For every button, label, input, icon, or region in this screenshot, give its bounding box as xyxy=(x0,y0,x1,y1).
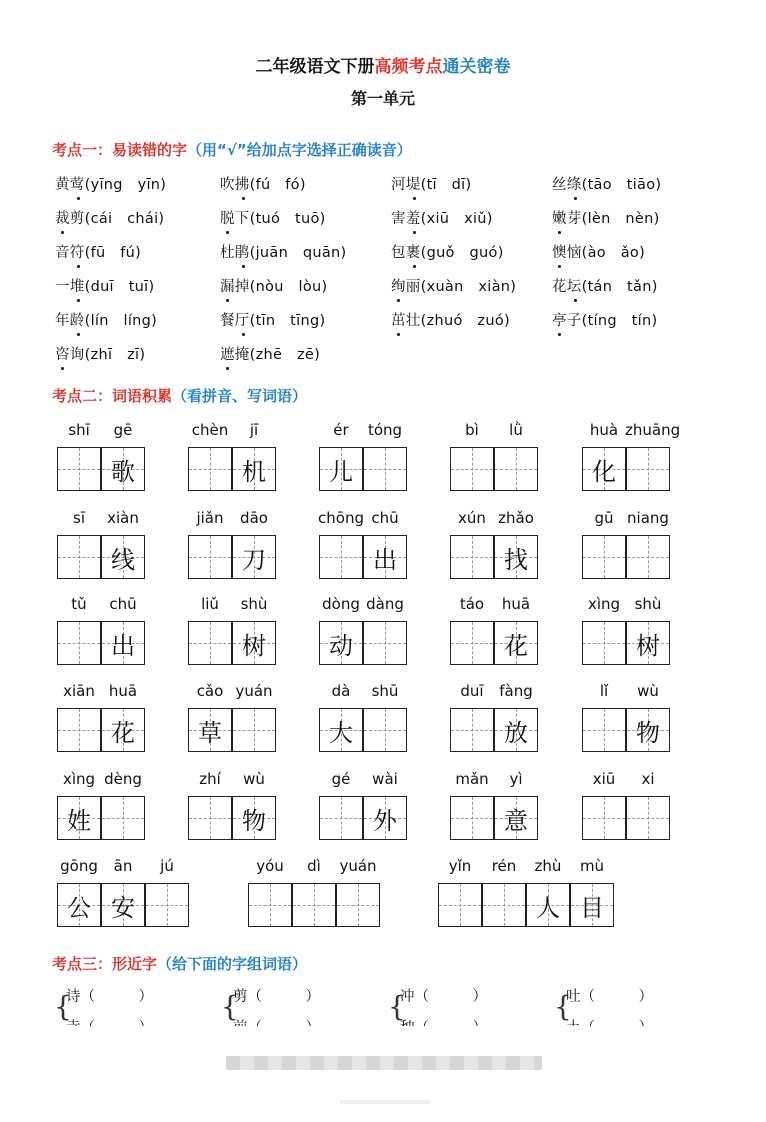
pinyin-options[interactable]: (cái chái) xyxy=(84,211,165,227)
tianzige-box[interactable] xyxy=(363,535,407,579)
emphasis-dot xyxy=(397,299,400,302)
tianzige-box[interactable] xyxy=(57,883,101,927)
pinyin-label: duī xyxy=(460,682,484,700)
given-character xyxy=(337,884,379,926)
word-characters: 河堤 xyxy=(391,177,421,193)
tianzige-box[interactable] xyxy=(57,796,101,840)
emphasis-dot xyxy=(226,299,229,302)
given-character: 动 xyxy=(329,631,353,660)
blurred-footer-text xyxy=(226,1056,542,1070)
emphasis-dot xyxy=(77,197,80,200)
brace-icon: { xyxy=(554,990,572,1023)
pinyin-label: wù xyxy=(637,682,659,700)
given-character: 目 xyxy=(580,893,604,922)
given-character xyxy=(102,797,144,839)
given-character: 大 xyxy=(329,718,353,747)
similar-char-item[interactable]: 剪（ ） xyxy=(233,989,320,1005)
pinyin-label: huà xyxy=(589,421,619,439)
tianzige-box[interactable] xyxy=(582,621,626,665)
tianzige-box[interactable] xyxy=(319,621,363,665)
pinyin-options[interactable]: (ào ǎo) xyxy=(581,245,646,261)
tianzige-box[interactable] xyxy=(319,708,363,752)
given-character: 安 xyxy=(111,893,135,922)
pinyin-label: huā xyxy=(501,595,531,613)
pinyin-options[interactable]: (zhē zē) xyxy=(249,347,321,363)
tianzige-box[interactable] xyxy=(57,447,101,491)
tianzige-box[interactable] xyxy=(626,447,670,491)
tianzige-box[interactable] xyxy=(336,883,380,927)
emphasis-dot xyxy=(77,333,80,336)
given-character xyxy=(58,448,100,490)
tianzige-box[interactable] xyxy=(363,621,407,665)
pinyin-options[interactable]: (tán tǎn) xyxy=(581,279,658,295)
page-title: 二年级语文下册高频考点通关密卷 xyxy=(255,57,511,77)
given-character: 姓 xyxy=(67,806,91,835)
pinyin-label: shù xyxy=(634,595,662,613)
pronunciation-item xyxy=(220,241,347,262)
pinyin-label: gé xyxy=(331,770,351,788)
emphasis-dot xyxy=(574,197,577,200)
similar-char-item[interactable]: 冲（ ） xyxy=(400,989,487,1005)
emphasis-dot xyxy=(413,231,416,234)
word-characters: 裁剪 xyxy=(55,211,85,227)
pinyin-label: zhù xyxy=(534,857,562,875)
pronunciation-item xyxy=(55,241,141,262)
emphasis-dot xyxy=(61,231,64,234)
pinyin-label: jiǎn xyxy=(196,509,224,527)
pronunciation-item xyxy=(55,343,145,364)
emphasis-dot xyxy=(558,333,561,336)
given-character xyxy=(583,709,625,751)
given-character xyxy=(483,884,525,926)
tianzige-box[interactable] xyxy=(450,708,494,752)
pinyin-label: xún xyxy=(458,509,486,527)
pronunciation-item xyxy=(552,309,657,330)
given-character xyxy=(189,797,231,839)
emphasis-dot xyxy=(61,367,64,370)
word-characters: 杜鹃 xyxy=(220,245,250,261)
given-character xyxy=(58,622,100,664)
given-character xyxy=(451,709,493,751)
given-character: 树 xyxy=(636,631,660,660)
tianzige-box[interactable] xyxy=(582,535,626,579)
given-character: 人 xyxy=(536,893,560,922)
given-character: 物 xyxy=(636,718,660,747)
given-character xyxy=(233,709,275,751)
emphasis-dot xyxy=(558,265,561,268)
pronunciation-item xyxy=(55,173,166,194)
pinyin-label: dèng xyxy=(104,770,142,788)
pinyin-label: chèn xyxy=(191,421,229,439)
pinyin-label: wù xyxy=(243,770,265,788)
tianzige-box[interactable] xyxy=(188,535,232,579)
word-characters: 茁壮 xyxy=(391,313,421,329)
pinyin-options[interactable]: (duī tuī) xyxy=(84,279,155,295)
pinyin-label: rén xyxy=(491,857,517,875)
pinyin-label: shū xyxy=(371,682,399,700)
word-characters: 包裹 xyxy=(391,245,421,261)
given-character: 外 xyxy=(373,806,397,835)
word-characters: 黄莺 xyxy=(55,177,85,193)
pinyin-options[interactable]: (tī dī) xyxy=(420,177,472,193)
tianzige-box[interactable] xyxy=(101,708,145,752)
tianzige-box[interactable] xyxy=(188,447,232,491)
given-character xyxy=(364,448,406,490)
emphasis-dot xyxy=(242,333,245,336)
given-character xyxy=(451,448,493,490)
given-character: 出 xyxy=(373,545,397,574)
pronunciation-item xyxy=(552,275,658,296)
given-character xyxy=(189,622,231,664)
tianzige-box[interactable] xyxy=(101,447,145,491)
emphasis-dot xyxy=(242,265,245,268)
pinyin-options[interactable]: (tuó tuō) xyxy=(249,211,326,227)
tianzige-box[interactable] xyxy=(248,883,292,927)
pinyin-options[interactable]: (guǒ guó) xyxy=(420,245,504,261)
pinyin-label: xiān xyxy=(63,682,95,700)
tianzige-box[interactable] xyxy=(232,796,276,840)
tianzige-box[interactable] xyxy=(570,883,614,927)
tianzige-box[interactable] xyxy=(482,883,526,927)
tianzige-box[interactable] xyxy=(319,796,363,840)
pinyin-label: xìng xyxy=(62,770,96,788)
pronunciation-item xyxy=(552,207,660,228)
pinyin-label: shù xyxy=(240,595,268,613)
tianzige-box[interactable] xyxy=(450,535,494,579)
given-character: 歌 xyxy=(111,457,135,486)
given-character: 物 xyxy=(242,806,266,835)
pinyin-label: liǔ xyxy=(201,595,219,613)
pinyin-options[interactable]: (yīng yīn) xyxy=(84,177,167,193)
pinyin-label: tǔ xyxy=(71,595,87,613)
pinyin-label: dòng xyxy=(322,595,360,613)
given-character xyxy=(451,797,493,839)
tianzige-box[interactable] xyxy=(526,883,570,927)
tianzige-box[interactable] xyxy=(145,883,189,927)
given-character xyxy=(627,797,669,839)
pinyin-label: fàng xyxy=(499,682,533,700)
tianzige-box[interactable] xyxy=(188,708,232,752)
given-character xyxy=(293,884,335,926)
given-character xyxy=(364,709,406,751)
pinyin-label: yóu xyxy=(256,857,284,875)
tianzige-box[interactable] xyxy=(582,447,626,491)
pinyin-label: chū xyxy=(371,509,399,527)
word-characters: 丝绦 xyxy=(552,177,582,193)
page-footer-area xyxy=(0,1026,766,1122)
pinyin-label: jú xyxy=(160,857,174,875)
pinyin-label: xiàn xyxy=(107,509,139,527)
word-characters: 吹拂 xyxy=(220,177,250,193)
pinyin-options[interactable]: (xiū xiǔ) xyxy=(420,211,493,227)
tianzige-box[interactable] xyxy=(626,708,670,752)
given-character: 放 xyxy=(504,718,528,747)
pinyin-label: ér xyxy=(333,421,349,439)
tianzige-box[interactable] xyxy=(232,621,276,665)
given-character xyxy=(495,448,537,490)
similar-char-item[interactable]: 诗（ ） xyxy=(66,989,153,1005)
pinyin-label: xiū xyxy=(592,770,616,788)
tianzige-box[interactable] xyxy=(101,535,145,579)
pinyin-label: gōng xyxy=(60,857,98,875)
pronunciation-item xyxy=(391,241,504,262)
tianzige-box[interactable] xyxy=(582,708,626,752)
pinyin-label: gū xyxy=(594,509,614,527)
tianzige-box[interactable] xyxy=(57,621,101,665)
tianzige-box[interactable] xyxy=(101,796,145,840)
pinyin-label: yuán xyxy=(235,682,273,700)
given-character xyxy=(583,622,625,664)
pinyin-label: ān xyxy=(113,857,133,875)
pinyin-label: xi xyxy=(641,770,655,788)
given-character xyxy=(320,797,362,839)
tianzige-box[interactable] xyxy=(232,535,276,579)
brace-icon: { xyxy=(388,990,406,1023)
word-characters: 花坛 xyxy=(552,279,582,295)
unit-title: 第一单元 xyxy=(350,89,415,108)
pinyin-options[interactable]: (nòu lòu) xyxy=(249,279,328,295)
pinyin-label: jī xyxy=(249,421,259,439)
given-character: 公 xyxy=(67,893,91,922)
emphasis-dot xyxy=(242,197,245,200)
given-character xyxy=(451,622,493,664)
pinyin-label: zhí xyxy=(199,770,221,788)
given-character xyxy=(439,884,481,926)
pronunciation-item xyxy=(220,207,326,228)
given-character xyxy=(320,536,362,578)
pronunciation-item xyxy=(220,309,325,330)
tianzige-box[interactable] xyxy=(438,883,482,927)
given-character: 刀 xyxy=(242,545,266,574)
emphasis-dot xyxy=(558,231,561,234)
tianzige-box[interactable] xyxy=(363,447,407,491)
pinyin-label: bì xyxy=(465,421,479,439)
word-characters: 年龄 xyxy=(55,313,85,329)
word-characters: 嫩芽 xyxy=(552,211,582,227)
pinyin-label: dà xyxy=(331,682,351,700)
tianzige-box[interactable] xyxy=(292,883,336,927)
tianzige-box[interactable] xyxy=(188,796,232,840)
pinyin-label: yǐn xyxy=(448,857,472,875)
given-character xyxy=(189,448,231,490)
section-3-heading: 考点三：形近字（给下面的字组词语） xyxy=(52,955,308,973)
pronunciation-item xyxy=(220,275,327,296)
pronunciation-item xyxy=(391,173,471,194)
word-characters: 音符 xyxy=(55,245,85,261)
tianzige-box[interactable] xyxy=(101,883,145,927)
pinyin-options[interactable]: (juān quān) xyxy=(249,245,347,261)
section-2-heading: 考点二：词语积累（看拼音、写词语） xyxy=(52,387,308,405)
tianzige-box[interactable] xyxy=(450,796,494,840)
given-character xyxy=(249,884,291,926)
given-character xyxy=(189,536,231,578)
emphasis-dot xyxy=(226,231,229,234)
pinyin-options[interactable]: (lín líng) xyxy=(84,313,158,329)
emphasis-dot xyxy=(226,367,229,370)
tianzige-box[interactable] xyxy=(319,447,363,491)
given-character: 机 xyxy=(242,457,266,486)
given-character xyxy=(364,622,406,664)
tianzige-box[interactable] xyxy=(494,708,538,752)
pinyin-label: mù xyxy=(579,857,605,875)
word-characters: 脱下 xyxy=(220,211,250,227)
pinyin-label: zhǎo xyxy=(498,509,534,527)
given-character xyxy=(627,536,669,578)
emphasis-dot xyxy=(397,333,400,336)
pinyin-label: lǐ xyxy=(599,682,609,700)
word-characters: 遮掩 xyxy=(220,347,250,363)
tianzige-box[interactable] xyxy=(57,535,101,579)
tianzige-box[interactable] xyxy=(450,447,494,491)
pinyin-options[interactable]: (xuàn xiàn) xyxy=(420,279,517,295)
pinyin-label: sī xyxy=(73,509,85,527)
pinyin-label: huā xyxy=(108,682,138,700)
pronunciation-item xyxy=(55,309,157,330)
brace-icon: { xyxy=(221,990,239,1023)
section-1-heading: 考点一：易读错的字（用“√”给加点字选择正确读音） xyxy=(52,141,412,159)
given-character: 出 xyxy=(111,631,135,660)
tianzige-box[interactable] xyxy=(626,621,670,665)
tianzige-box[interactable] xyxy=(363,708,407,752)
tianzige-box[interactable] xyxy=(232,708,276,752)
pronunciation-item xyxy=(391,275,516,296)
pinyin-label: chōng xyxy=(318,509,364,527)
pinyin-label: yuán xyxy=(339,857,377,875)
given-character xyxy=(583,536,625,578)
tianzige-box[interactable] xyxy=(494,621,538,665)
pinyin-label: dì xyxy=(307,857,321,875)
given-character: 意 xyxy=(504,806,528,835)
pinyin-label: dāo xyxy=(240,509,268,527)
given-character: 线 xyxy=(111,545,135,574)
emphasis-dot xyxy=(413,265,416,268)
pronunciation-item xyxy=(220,343,320,364)
given-character: 树 xyxy=(242,631,266,660)
pinyin-label: wài xyxy=(372,770,398,788)
tianzige-box[interactable] xyxy=(450,621,494,665)
tianzige-box[interactable] xyxy=(494,796,538,840)
word-characters: 咨询 xyxy=(55,347,85,363)
given-character: 草 xyxy=(198,718,222,747)
pinyin-options[interactable]: (zhī zī) xyxy=(84,347,146,363)
given-character: 化 xyxy=(592,457,616,486)
pinyin-label: shī xyxy=(68,421,90,439)
pronunciation-item xyxy=(391,309,510,330)
pronunciation-item xyxy=(552,173,661,194)
given-character xyxy=(146,884,188,926)
tianzige-box[interactable] xyxy=(582,796,626,840)
tianzige-box[interactable] xyxy=(626,796,670,840)
pinyin-label: tóng xyxy=(367,421,403,439)
tianzige-box[interactable] xyxy=(57,708,101,752)
emphasis-dot xyxy=(413,197,416,200)
tianzige-box[interactable] xyxy=(101,621,145,665)
pinyin-label: gē xyxy=(113,421,133,439)
word-characters: 绚丽 xyxy=(391,279,421,295)
word-characters: 害羞 xyxy=(391,211,421,227)
tianzige-box[interactable] xyxy=(363,796,407,840)
word-characters: 懊恼 xyxy=(552,245,582,261)
tianzige-box[interactable] xyxy=(494,535,538,579)
similar-char-item[interactable]: 吐（ ） xyxy=(566,989,653,1005)
given-character: 儿 xyxy=(329,457,353,486)
tianzige-box[interactable] xyxy=(232,447,276,491)
pinyin-options[interactable]: (tíng tín) xyxy=(581,313,658,329)
word-characters: 漏掉 xyxy=(220,279,250,295)
brace-icon: { xyxy=(54,990,72,1023)
pinyin-options[interactable]: (fū fú) xyxy=(84,245,142,261)
pinyin-options[interactable]: (tāo tiāo) xyxy=(581,177,662,193)
tianzige-box[interactable] xyxy=(188,621,232,665)
pinyin-options[interactable]: (tīn tīng) xyxy=(249,313,326,329)
pinyin-label: xìng xyxy=(587,595,621,613)
pinyin-label: lǜ xyxy=(509,421,523,439)
pronunciation-item xyxy=(220,173,306,194)
given-character xyxy=(451,536,493,578)
pinyin-label: chū xyxy=(109,595,137,613)
pinyin-options[interactable]: (lèn nèn) xyxy=(581,211,660,227)
word-characters: 一堆 xyxy=(55,279,85,295)
given-character: 找 xyxy=(504,545,528,574)
pinyin-label: yì xyxy=(509,770,523,788)
pinyin-label: zhuāng xyxy=(625,421,681,439)
given-character: 花 xyxy=(504,631,528,660)
tianzige-box[interactable] xyxy=(319,535,363,579)
pinyin-label: mǎn xyxy=(455,770,489,788)
given-character xyxy=(627,448,669,490)
given-character xyxy=(58,536,100,578)
pinyin-label: cǎo xyxy=(196,682,224,700)
blurred-footer-line xyxy=(340,1100,430,1104)
pinyin-options[interactable]: (zhuó zuó) xyxy=(420,313,510,329)
emphasis-dot xyxy=(574,299,577,302)
pronunciation-item xyxy=(55,275,154,296)
given-character xyxy=(583,797,625,839)
pinyin-label: táo xyxy=(459,595,485,613)
pronunciation-item xyxy=(552,241,645,262)
emphasis-dot xyxy=(77,299,80,302)
word-characters: 亭子 xyxy=(552,313,582,329)
pinyin-options[interactable]: (fú fó) xyxy=(249,177,306,193)
pronunciation-item xyxy=(55,207,164,228)
pinyin-label: dàng xyxy=(366,595,404,613)
pinyin-label: niang xyxy=(627,509,669,527)
tianzige-box[interactable] xyxy=(626,535,670,579)
word-characters: 餐厅 xyxy=(220,313,250,329)
tianzige-box[interactable] xyxy=(494,447,538,491)
emphasis-dot xyxy=(77,265,80,268)
given-character: 花 xyxy=(111,718,135,747)
given-character xyxy=(58,709,100,751)
pronunciation-item xyxy=(391,207,493,228)
